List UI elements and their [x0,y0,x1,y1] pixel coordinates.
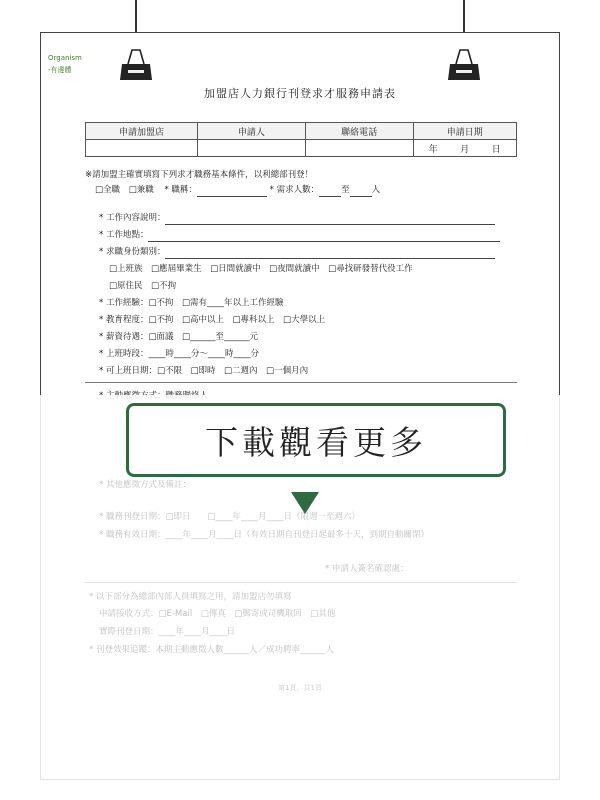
work-content-label: * 工作內容說明： [99,213,166,223]
parttime-option: □兼職 [128,185,154,195]
column-store: 申請加盟店 [86,123,198,140]
binder-clip-icon [446,48,482,82]
logo-line-2: -有邊體 [48,66,72,74]
identity-label: * 求職身份類別： [99,247,166,257]
faded-actual-date: 實際刊登日期：____年____月____日 [99,627,236,637]
fulltime-option: □全職 [95,185,121,195]
identity-options-2: □原住民 □不拘 [109,281,177,291]
column-applicant: 申請人 [198,123,306,140]
phone-cell [305,140,413,157]
faded-signature: * 申請人簽名確認處： [325,564,409,574]
identity-field [85,246,531,259]
column-date: 申請日期 [413,123,516,140]
faded-divider [85,582,517,583]
count-to: 至 [341,185,350,195]
logo-line-1: Organism [48,54,82,62]
job-title-label: * 職稱： [164,185,197,195]
work-location-field [85,229,531,242]
section-divider [85,382,517,383]
page-indicator: 第1頁，共1頁 [278,684,322,692]
job-line [85,184,527,197]
applicant-cell [198,140,306,157]
column-phone: 聯絡電話 [305,123,413,140]
education-field: * 教育程度：□不拘 □高中以上 □專科以上 □大學以上 [99,315,326,325]
faded-internal-note: * 以下部分為總部內部人員填寫之用，請加盟店勿填寫 [89,592,292,602]
work-location-label: * 工作地點： [99,230,149,240]
faded-post-date: * 職務刊登日期：□即日 □____年____月____日（限週一至週六） [99,512,361,522]
form-title: 加盟店人力銀行刊登求才服務申請表 [204,87,396,100]
store-cell [86,140,198,157]
date-cell [413,140,516,157]
intro-note: ※請加盟主確實填寫下列求才職務基本條件，以利總部刊登！ [85,170,314,180]
faded-effect-tracking: * 刊登效果追蹤：本期主動應徵人數______人／成功聘率______人 [89,645,334,655]
count-unit: 人 [371,185,381,195]
date-month: 月 [460,144,470,155]
download-more-button[interactable]: 下載觀看更多 [126,403,506,477]
logo [48,52,82,76]
work-content-field [85,212,531,225]
binder-clip-icon [118,48,154,82]
start-date-field: * 可上班日期：□不限 □即時 □二週內 □一個月內 [99,366,309,376]
down-arrow-icon[interactable] [291,492,319,514]
faded-valid-date: * 職務有效日期：____年____月____日（有效日期自刊登日起最多十天，到期自動關閉） [99,530,429,540]
header-table [85,122,517,157]
experience-field: * 工作經驗：□不拘 □需有____年以上工作經驗 [99,298,284,308]
count-label: * 需求人數： [269,185,320,195]
identity-options-1: □上班族 □應屆畢業生 □日間就讀中 □夜間就讀中 □尋找研發替代役工作 [109,264,413,274]
faded-receive-method: 申請接收方式：□E-Mail □傳真 □郵寄或司機取回 □其他 [99,609,336,619]
date-year: 年 [428,144,438,155]
date-day: 日 [491,144,501,155]
salary-field: * 薪資待遇：□面議 □______至______元 [99,332,259,342]
hours-field: * 上班時段：____時____分～____時____分 [99,349,259,359]
faded-other-method: * 其他應徵方式及備註： [99,480,191,490]
